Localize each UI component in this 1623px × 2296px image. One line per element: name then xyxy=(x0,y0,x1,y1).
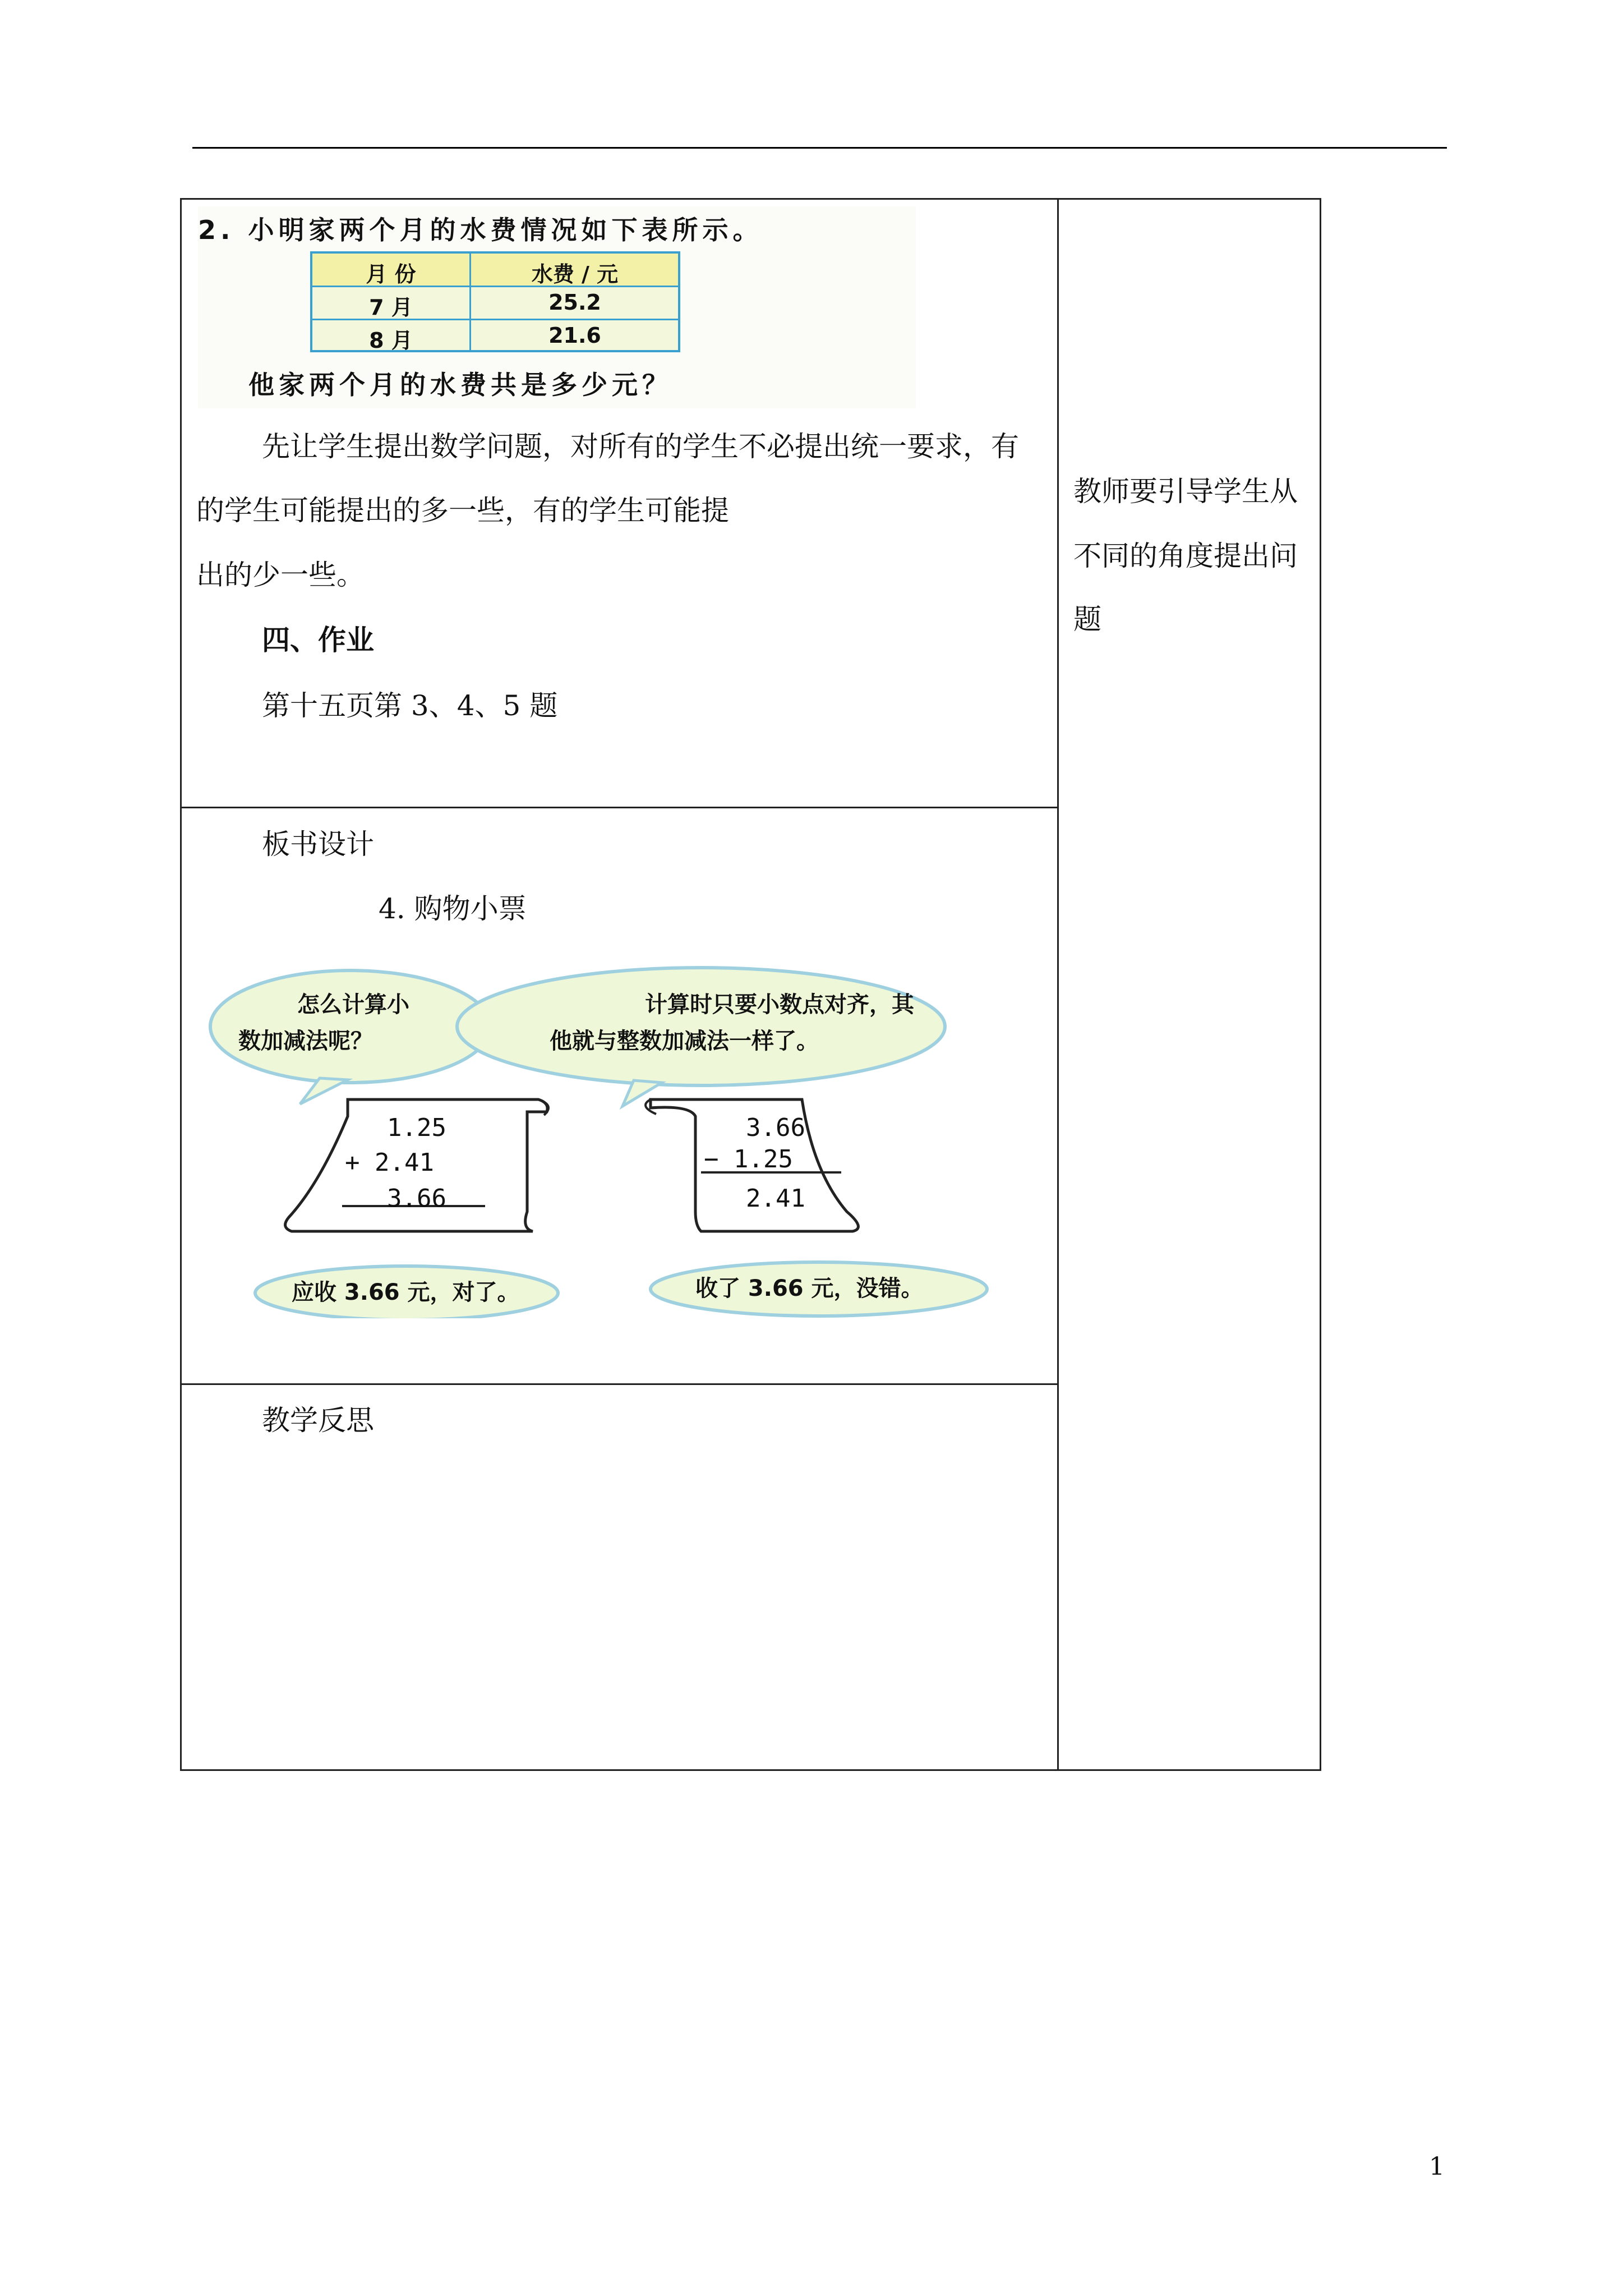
bubble-bottom-left-text: 应收 3.66 元，对了。 xyxy=(292,1280,520,1305)
table-row xyxy=(312,320,678,352)
column-divider xyxy=(1057,198,1059,1771)
water-fee-table xyxy=(310,251,680,352)
shopping-receipt-image xyxy=(208,948,1026,1318)
side-note-line2: 不同的角度提出问 xyxy=(1073,540,1298,572)
row-fee: 25.2 xyxy=(548,290,601,315)
homework-text: 第十五页第 3、4、5 题 xyxy=(262,689,558,722)
row-month: 8 月 xyxy=(369,328,413,353)
bubble-bottom-right-text: 收了 3.66 元，没错。 xyxy=(695,1276,924,1301)
row-divider-reflection xyxy=(180,1383,1057,1385)
calc-left-addend: 1.25 xyxy=(387,1114,446,1142)
lesson-paragraph-line3: 出的少一些。 xyxy=(196,559,365,591)
board-design-subtitle: 4. 购物小票 xyxy=(379,892,527,925)
row-month: 7 月 xyxy=(369,295,413,320)
header-fee: 水费 / 元 xyxy=(531,262,619,287)
table-row xyxy=(312,287,678,319)
board-design-heading: 板书设计 xyxy=(262,828,374,861)
lesson-paragraph-line1: 先让学生提出数学问题，对所有的学生不必提出统一要求，有 xyxy=(262,430,1019,463)
calc-right-subtrahend: − 1.25 xyxy=(704,1145,793,1174)
bubble-right-line2: 他就与整数加减法一样了。 xyxy=(550,1028,819,1054)
calc-left-addend2: + 2.41 xyxy=(345,1148,434,1177)
exercise-title: 2. 小明家两个月的水费情况如下表所示。 xyxy=(198,215,763,245)
header-month: 月 份 xyxy=(366,262,416,287)
exercise-question: 他家两个月的水费共是多少元？ xyxy=(248,370,672,400)
homework-heading: 四、作业 xyxy=(262,623,374,656)
calc-right-difference: 2.41 xyxy=(746,1184,805,1213)
water-fee-exercise-image xyxy=(198,206,916,408)
table-header-row xyxy=(312,254,678,286)
bubble-right-line1: 计算时只要小数点对齐，其 xyxy=(645,992,914,1018)
bubble-left-line1: 怎么计算小 xyxy=(297,992,409,1018)
bubble-left-tail xyxy=(300,1078,348,1104)
side-note-line1: 教师要引导学生从 xyxy=(1073,475,1298,508)
row-fee: 21.6 xyxy=(548,323,601,348)
row-divider-board xyxy=(180,807,1057,808)
lesson-paragraph-line2: 的学生可能提出的多一些，有的学生可能提 xyxy=(196,494,729,527)
side-note-line3: 题 xyxy=(1073,603,1101,636)
page-number: 1 xyxy=(1429,2152,1445,2181)
header-rule xyxy=(192,147,1447,149)
table-column-line xyxy=(469,254,471,350)
reflection-heading: 教学反思 xyxy=(262,1404,374,1437)
calc-right-minuend: 3.66 xyxy=(746,1114,805,1142)
calc-left-sum: 3.66 xyxy=(387,1184,446,1213)
bubble-left-line2: 数加减法呢？ xyxy=(238,1028,373,1054)
